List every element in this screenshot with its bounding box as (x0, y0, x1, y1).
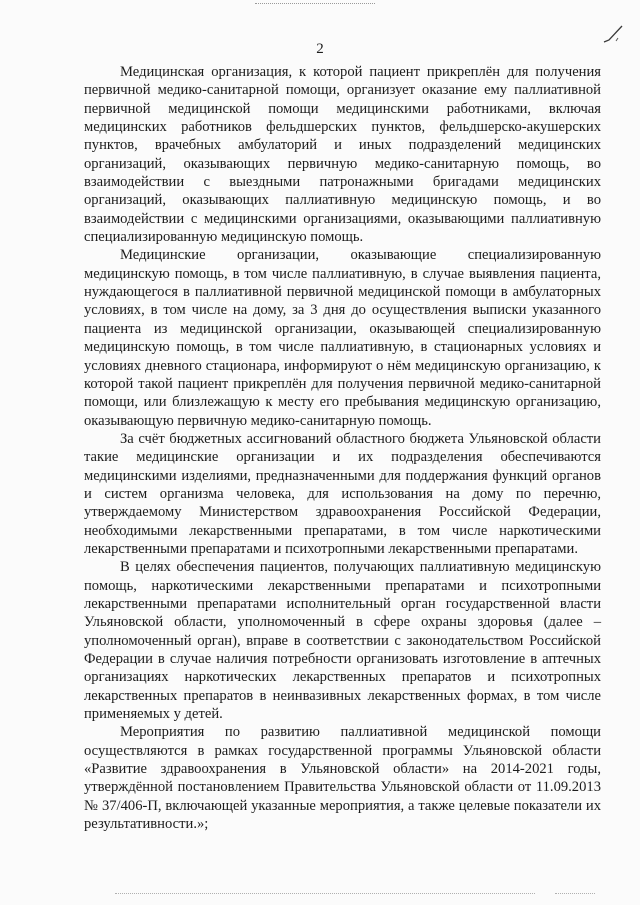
page-number: 2 (316, 41, 324, 57)
document-body (84, 63, 601, 833)
scan-artifact-bottom (115, 893, 535, 894)
paragraph: В целях обеспечения пациентов, получающих паллиативную медицинскую помощь, наркотическими лекарственными препаратами и психотропными лекарственными препаратами исполнительный орган государственной власти Ульяновской области, уполномоченный в сфере охраны здоровья (далее – уполномоченный орган), вправе в соответствии с законодательством Российской Федерации в случае наличия потребности организовать изготовление в аптечных организациях наркотических лекарственных препаратов и психотропных лекарственных препаратов в неинвазивных лекарственных формах, в том числе применяемых у детей. (84, 559, 601, 723)
paragraph: Медицинские организации, оказывающие специализированную медицинскую помощь, в том числе паллиативную, в случае выявления пациента, нуждающегося в паллиативной первичной медицинской помощи в амбулаторных условиях, в том числе на дому, за 3 дня до осуществления выписки указанного пациента из медицинской организации, оказывающей специализированную медицинскую помощь, в том числе паллиативную, в стационарных условиях и условиях дневного стационара, информируют о нём медицинскую организацию, к которой такой пациент прикреплён для получения первичной медико-санитарной помощи, или близлежащую к месту его пребывания медицинскую организацию, оказывающую первичную медико-санитарную помощь. (84, 247, 601, 429)
scan-artifact-top (255, 3, 375, 4)
paragraph: Мероприятия по развитию паллиативной медицинской помощи осуществляются в рамках государственной программы Ульяновской области «Развитие здравоохранения в Ульяновской области» на 2014-2021 годы, утверждённой постановлением Правительства Ульяновской области от 11.09.2013 № 37/406-П, включающей указанные мероприятия, а также целевые показатели их результативности.»; (84, 724, 601, 833)
scan-artifact-bottom-right (555, 893, 595, 894)
paragraph: Медицинская организация, к которой пациент прикреплён для получения первичной медико-санитарной помощи, организует оказание ему паллиативной первичной медицинской помощи медицинскими работниками, включая медицинских работников фельдшерских пунктов, фельдшерско-акушерских пунктов, врачебных амбулаторий и иных подразделений медицинских организаций, оказывающих первичную медико-санитарную помощь, во взаимодействии с выездными патронажными бригадами медицинских организаций, оказывающих паллиативную медицинскую помощь, и во взаимодействии с медицинскими организациями, оказывающими паллиативную специализированную медицинскую помощь. (84, 64, 601, 246)
paragraph: За счёт бюджетных ассигнований областного бюджета Ульяновской области такие медицинские организации и их подразделения обеспечиваются медицинскими изделиями, предназначенными для поддержания функций органов и систем организма человека, для использования на дому по перечню, утверждаемому Министерством здравоохранения Российской Федерации, необходимыми лекарственными препаратами, в том числе наркотическими лекарственными препаратами и психотропными лекарственными препаратами. (84, 430, 601, 557)
